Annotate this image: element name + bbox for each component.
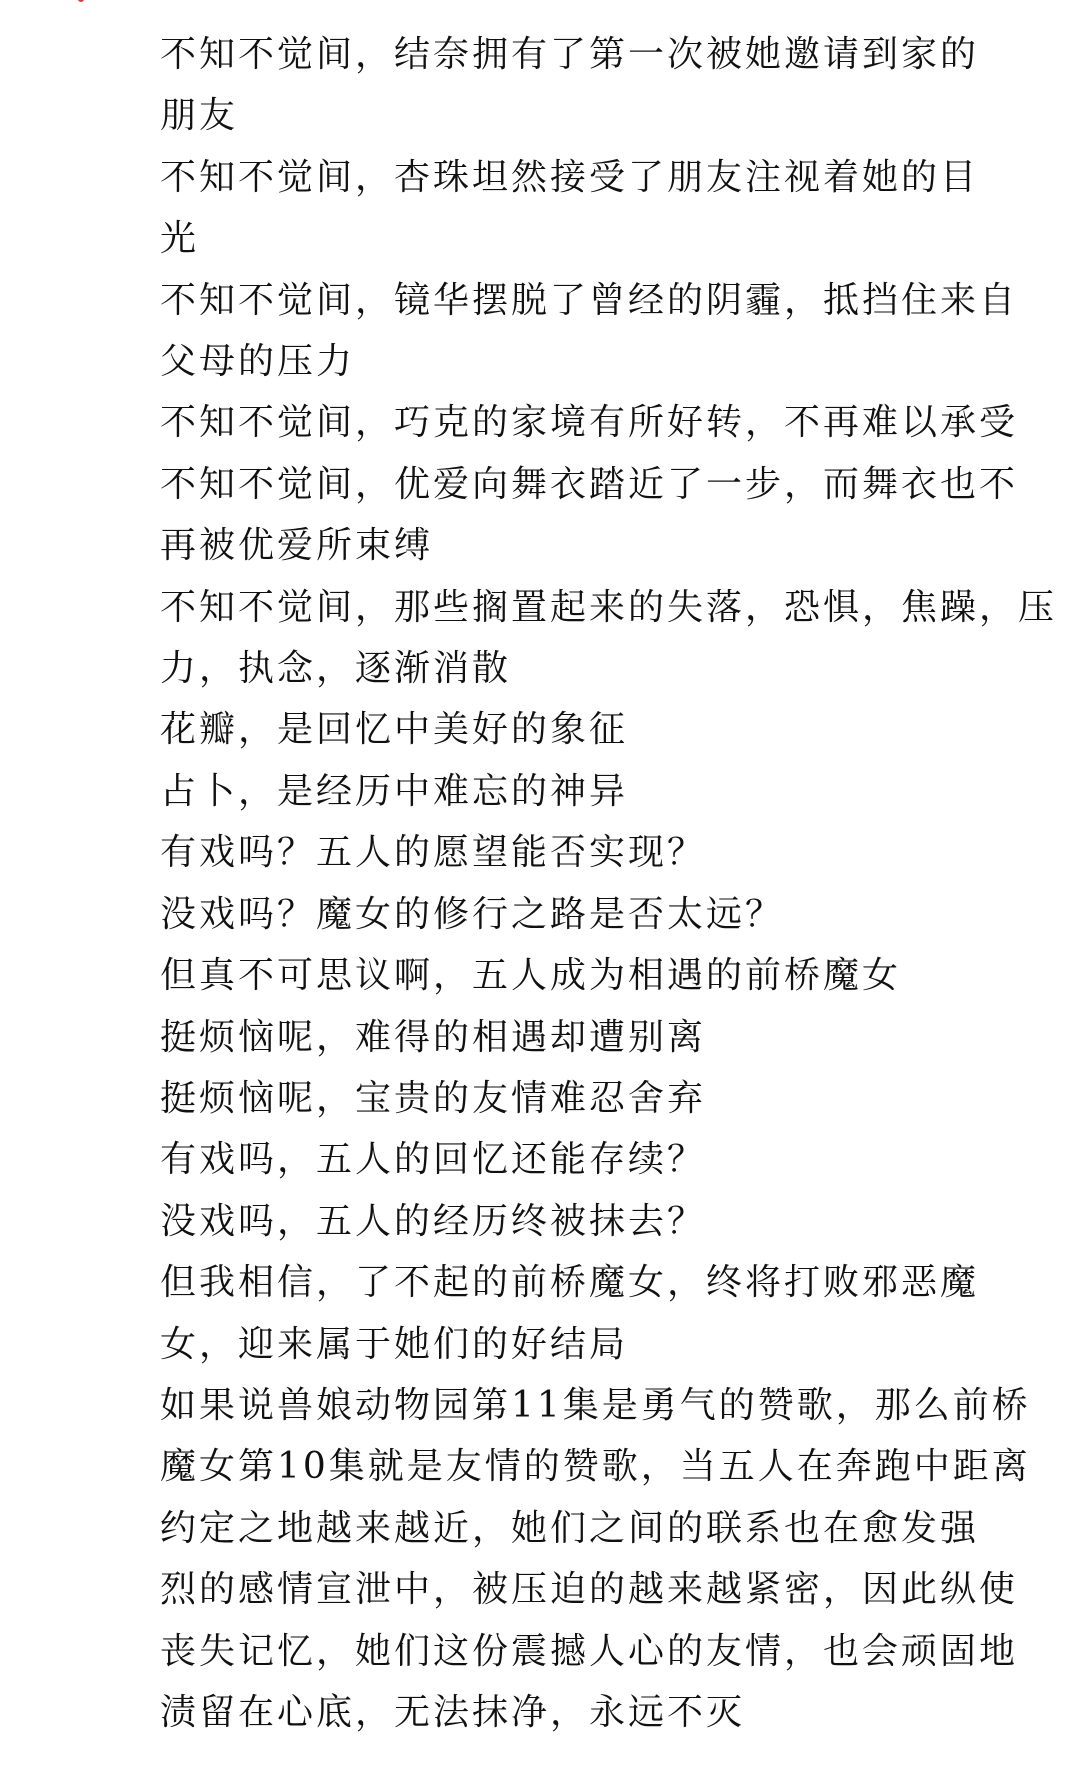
text-line: 如果说兽娘动物园第11集是勇气的赞歌，那么前桥 — [160, 1384, 1031, 1426]
text-line: 占卜，是经历中难忘的神异 — [160, 770, 629, 812]
text-line: 没戏吗？魔女的修行之路是否太远？ — [160, 893, 785, 935]
text-line: 渍留在心底，无法抹净，永远不灭 — [160, 1691, 746, 1733]
article-body — [160, 24, 1060, 1743]
text-line: 有戏吗？五人的愿望能否实现？ — [160, 832, 707, 874]
text-line: 烈的感情宣泄中，被压迫的越来越紧密，因此纵使 — [160, 1569, 1019, 1611]
text-line: 不知不觉间，巧克的家境有所好转，不再难以承受 — [160, 402, 1019, 444]
text-line: 父母的压力 — [160, 341, 356, 383]
text-line: 不知不觉间，杏珠坦然接受了朋友注视着她的目 — [160, 156, 980, 198]
text-line: 花瓣，是回忆中美好的象征 — [160, 709, 629, 751]
text-line: 再被优爱所束缚 — [160, 525, 434, 567]
text-line: 朋友 — [160, 95, 239, 137]
text-line: 魔女第10集就是友情的赞歌，当五人在奔跑中距离 — [160, 1446, 1031, 1488]
text-line: 没戏吗，五人的经历终被抹去？ — [160, 1200, 707, 1242]
top-edge-marker — [78, 0, 84, 2]
text-line: 不知不觉间，结奈拥有了第一次被她邀请到家的 — [160, 34, 980, 75]
text-line: 但我相信，了不起的前桥魔女，终将打败邪恶魔 — [160, 1262, 980, 1304]
text-line: 不知不觉间，镜华摆脱了曾经的阴霾，抵挡住来自 — [160, 279, 1019, 321]
text-line: 不知不觉间，那些搁置起来的失落，恐惧，焦躁，压 — [160, 586, 1058, 628]
text-line: 挺烦恼呢，宝贵的友情难忍舍弃 — [160, 1077, 707, 1119]
text-line: 不知不觉间，优爱向舞衣踏近了一步，而舞衣也不 — [160, 463, 1019, 505]
text-line: 力，执念，逐渐消散 — [160, 648, 512, 690]
text-line: 有戏吗，五人的回忆还能存续？ — [160, 1139, 707, 1181]
text-line: 约定之地越来越近，她们之间的联系也在愈发强 — [160, 1507, 980, 1549]
text-line: 女，迎来属于她们的好结局 — [160, 1323, 629, 1365]
text-line: 光 — [160, 218, 200, 260]
text-line: 丧失记忆，她们这份震撼人心的友情，也会顽固地 — [160, 1630, 1019, 1672]
text-line: 挺烦恼呢，难得的相遇却遭别离 — [160, 1016, 707, 1058]
text-line: 但真不可思议啊，五人成为相遇的前桥魔女 — [160, 955, 902, 997]
